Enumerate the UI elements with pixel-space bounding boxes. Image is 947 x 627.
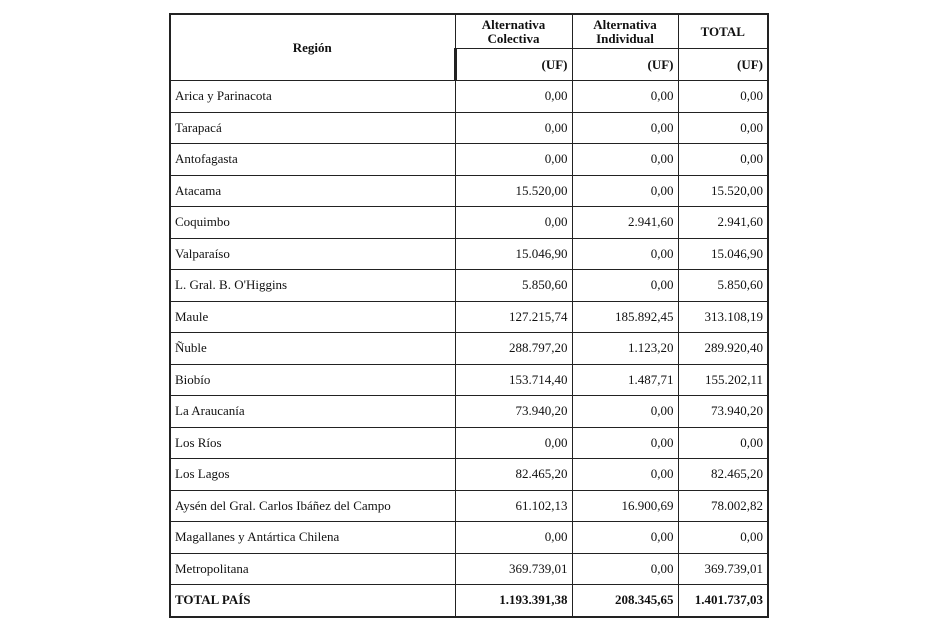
header-total: TOTAL <box>678 14 768 49</box>
unit-individual: (UF) <box>572 49 678 81</box>
regional-uf-table <box>169 13 769 618</box>
region-cell: La Araucanía <box>170 396 455 428</box>
total-cell: 0,00 <box>678 81 768 113</box>
table-row <box>170 553 768 585</box>
region-cell: TOTAL PAÍS <box>170 585 455 617</box>
unit-total: (UF) <box>678 49 768 81</box>
header-individual: Alternativa Individual <box>572 14 678 49</box>
total-cell: 155.202,11 <box>678 364 768 396</box>
table-row <box>170 175 768 207</box>
table-row <box>170 459 768 491</box>
table-row <box>170 333 768 365</box>
colectiva-cell: 0,00 <box>455 144 572 176</box>
colectiva-cell: 1.193.391,38 <box>455 585 572 617</box>
region-cell: Atacama <box>170 175 455 207</box>
region-cell: Biobío <box>170 364 455 396</box>
colectiva-cell: 73.940,20 <box>455 396 572 428</box>
region-cell: L. Gral. B. O'Higgins <box>170 270 455 302</box>
table-row <box>170 81 768 113</box>
individual-cell: 0,00 <box>572 144 678 176</box>
total-cell: 289.920,40 <box>678 333 768 365</box>
individual-cell: 16.900,69 <box>572 490 678 522</box>
colectiva-cell: 0,00 <box>455 427 572 459</box>
colectiva-cell: 61.102,13 <box>455 490 572 522</box>
region-cell: Aysén del Gral. Carlos Ibáñez del Campo <box>170 490 455 522</box>
individual-cell: 0,00 <box>572 522 678 554</box>
colectiva-cell: 0,00 <box>455 522 572 554</box>
total-cell: 1.401.737,03 <box>678 585 768 617</box>
colectiva-cell: 288.797,20 <box>455 333 572 365</box>
total-cell: 78.002,82 <box>678 490 768 522</box>
individual-cell: 0,00 <box>572 112 678 144</box>
table-row <box>170 112 768 144</box>
table-body <box>170 81 768 617</box>
colectiva-cell: 15.520,00 <box>455 175 572 207</box>
colectiva-cell: 82.465,20 <box>455 459 572 491</box>
region-cell: Coquimbo <box>170 207 455 239</box>
total-row <box>170 585 768 617</box>
total-cell: 15.046,90 <box>678 238 768 270</box>
colectiva-cell: 153.714,40 <box>455 364 572 396</box>
individual-cell: 0,00 <box>572 553 678 585</box>
total-cell: 82.465,20 <box>678 459 768 491</box>
colectiva-cell: 0,00 <box>455 112 572 144</box>
header-colectiva: Alternativa Colectiva <box>455 14 572 49</box>
individual-cell: 0,00 <box>572 459 678 491</box>
total-cell: 369.739,01 <box>678 553 768 585</box>
region-cell: Los Lagos <box>170 459 455 491</box>
total-cell: 73.940,20 <box>678 396 768 428</box>
total-cell: 2.941,60 <box>678 207 768 239</box>
region-cell: Ñuble <box>170 333 455 365</box>
colectiva-cell: 0,00 <box>455 207 572 239</box>
individual-cell: 185.892,45 <box>572 301 678 333</box>
table-row <box>170 301 768 333</box>
region-cell: Antofagasta <box>170 144 455 176</box>
individual-cell: 0,00 <box>572 175 678 207</box>
total-cell: 0,00 <box>678 144 768 176</box>
region-cell: Magallanes y Antártica Chilena <box>170 522 455 554</box>
total-cell: 5.850,60 <box>678 270 768 302</box>
total-cell: 313.108,19 <box>678 301 768 333</box>
table-row <box>170 396 768 428</box>
table-row <box>170 270 768 302</box>
table-row <box>170 490 768 522</box>
individual-cell: 0,00 <box>572 81 678 113</box>
region-cell: Maule <box>170 301 455 333</box>
table-row <box>170 207 768 239</box>
region-cell: Tarapacá <box>170 112 455 144</box>
total-cell: 15.520,00 <box>678 175 768 207</box>
colectiva-cell: 127.215,74 <box>455 301 572 333</box>
region-cell: Arica y Parinacota <box>170 81 455 113</box>
header-region: Región <box>170 14 455 81</box>
region-cell: Los Ríos <box>170 427 455 459</box>
table-row <box>170 238 768 270</box>
colectiva-cell: 5.850,60 <box>455 270 572 302</box>
table-row <box>170 427 768 459</box>
total-cell: 0,00 <box>678 112 768 144</box>
individual-cell: 1.123,20 <box>572 333 678 365</box>
total-cell: 0,00 <box>678 522 768 554</box>
individual-cell: 208.345,65 <box>572 585 678 617</box>
table-row <box>170 522 768 554</box>
total-cell: 0,00 <box>678 427 768 459</box>
table-row <box>170 364 768 396</box>
individual-cell: 0,00 <box>572 238 678 270</box>
colectiva-cell: 369.739,01 <box>455 553 572 585</box>
individual-cell: 0,00 <box>572 427 678 459</box>
table-row <box>170 144 768 176</box>
individual-cell: 0,00 <box>572 396 678 428</box>
colectiva-cell: 0,00 <box>455 81 572 113</box>
unit-colectiva: (UF) <box>455 49 572 81</box>
region-cell: Metropolitana <box>170 553 455 585</box>
region-cell: Valparaíso <box>170 238 455 270</box>
individual-cell: 1.487,71 <box>572 364 678 396</box>
individual-cell: 0,00 <box>572 270 678 302</box>
colectiva-cell: 15.046,90 <box>455 238 572 270</box>
individual-cell: 2.941,60 <box>572 207 678 239</box>
